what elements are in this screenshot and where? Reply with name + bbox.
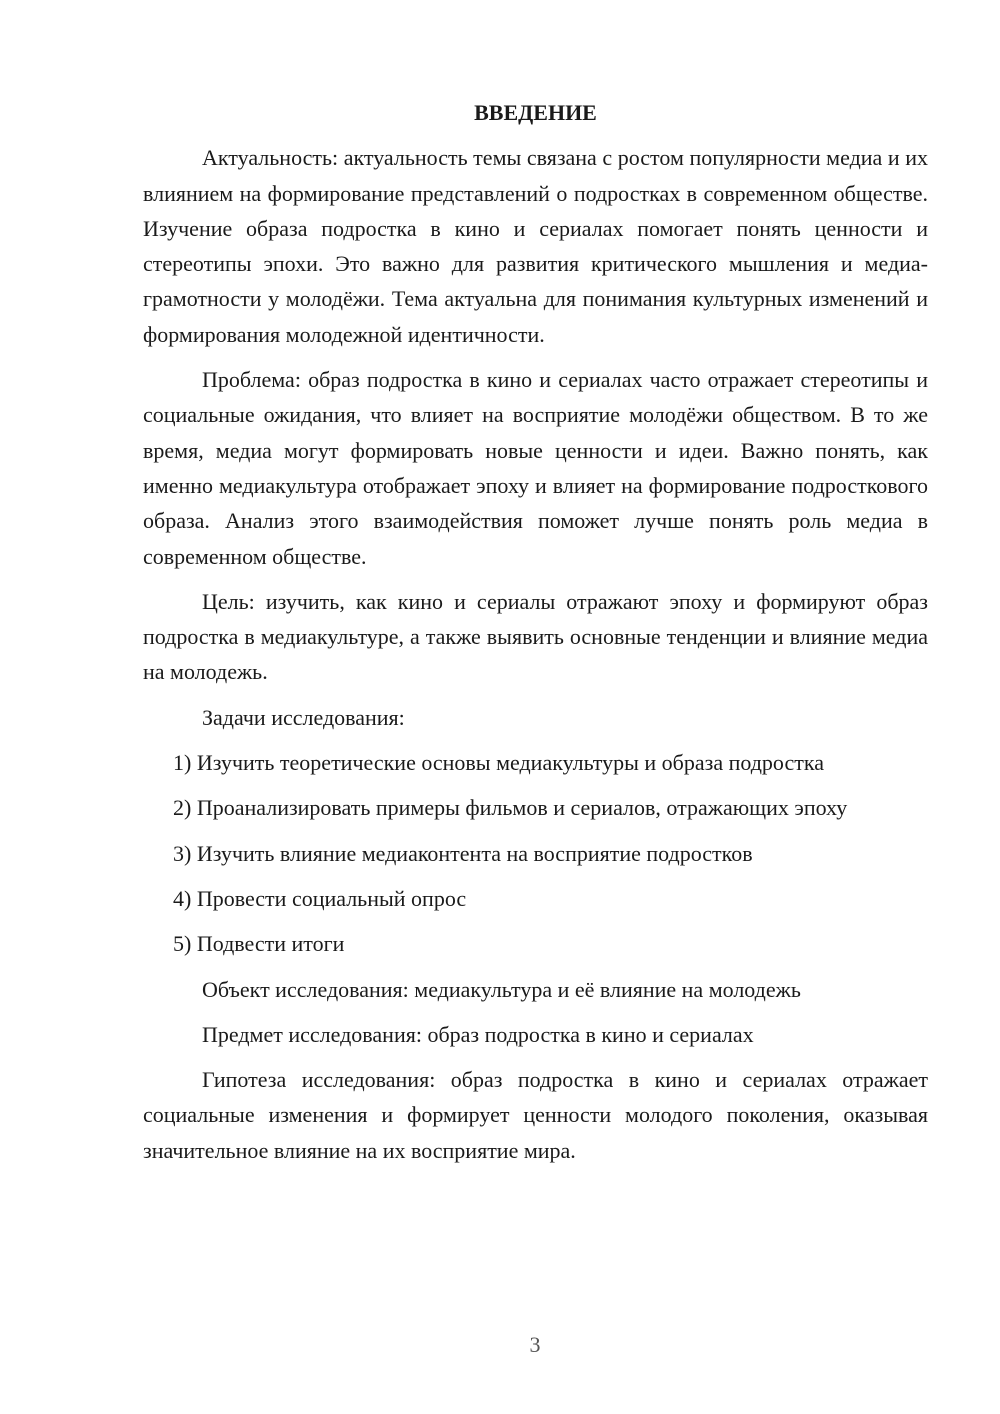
goal-paragraph: Цель: изучить, как кино и сериалы отражают эпоху и формируют образ подростка в медиакультуре, а также выявить основные тенденции и влияние медиа на молодежь. bbox=[143, 588, 928, 685]
relevance-paragraph: Актуальность: актуальность темы связана с ростом популярности медиа и их влиянием на формирование представлений о подростках в современном обществе. Изучение образа подростка в кино и сериалах помогает понять ценности и стереотипы эпохи. Это важно для развития критического мышления и медиа-грамотности у молодёжи. Тема актуальна для понимания культурных изменений и формирования молодежной идентичности. bbox=[143, 145, 928, 347]
research-hypothesis: Гипотеза исследования: образ подростка в кино и сериалах отражает социальные изменения и формирует ценности молодого поколения, оказывая значительное влияние на их восприятие мира. bbox=[143, 1067, 928, 1163]
problem-paragraph: Проблема: образ подростка в кино и сериалах часто отражает стереотипы и социальные ожидания, что влияет на восприятие молодёжи обществом. В то же время, медиа могут формировать новые ценности и идеи. Важно понять, как именно медиакультура отображает эпоху и влияет на формирование подросткового образа. Анализ этого взаимодействия поможет лучше понять роль медиа в современном обществе. bbox=[143, 367, 928, 569]
task-item: 2) Проанализировать примеры фильмов и сериалов, отражающих эпоху bbox=[173, 795, 848, 821]
document-page bbox=[143, 95, 928, 1178]
task-item: 5) Подвести итоги bbox=[173, 931, 345, 957]
task-item: 3) Изучить влияние медиаконтента на восприятие подростков bbox=[173, 840, 753, 866]
task-item: 1) Изучить теоретические основы медиакультуры и образа подростка bbox=[173, 750, 824, 776]
section-heading: ВВЕДЕНИЕ bbox=[474, 100, 597, 125]
task-item: 4) Провести социальный опрос bbox=[173, 885, 467, 911]
page-number: 3 bbox=[529, 1332, 541, 1357]
research-subject: Предмет исследования: образ подростка в кино и сериалах bbox=[202, 1021, 754, 1047]
tasks-title: Задачи исследования: bbox=[202, 704, 405, 730]
research-object: Объект исследования: медиакультура и её влияние на молодежь bbox=[202, 976, 801, 1002]
